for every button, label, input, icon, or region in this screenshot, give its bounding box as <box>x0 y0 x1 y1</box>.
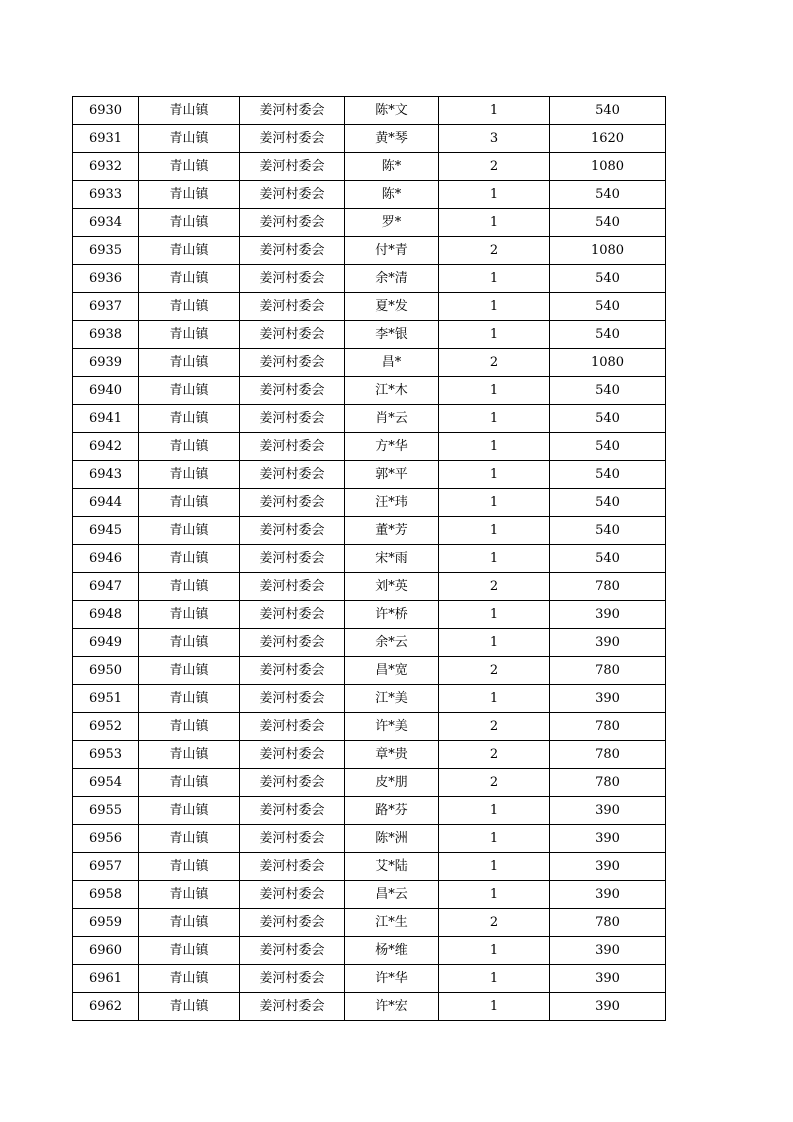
amount-cell: 390 <box>550 601 666 629</box>
town-cell: 青山镇 <box>139 825 240 853</box>
row-number-cell: 6945 <box>73 517 139 545</box>
name-cell: 许*美 <box>345 713 439 741</box>
count-cell: 1 <box>439 965 550 993</box>
town-cell: 青山镇 <box>139 965 240 993</box>
town-cell: 青山镇 <box>139 489 240 517</box>
amount-cell: 540 <box>550 321 666 349</box>
table-row <box>73 573 666 601</box>
amount-cell: 540 <box>550 433 666 461</box>
count-cell: 1 <box>439 993 550 1021</box>
name-cell: 陈* <box>345 181 439 209</box>
name-cell: 章*贵 <box>345 741 439 769</box>
name-cell: 方*华 <box>345 433 439 461</box>
village-committee-cell: 姜河村委会 <box>240 237 345 265</box>
town-cell: 青山镇 <box>139 657 240 685</box>
count-cell: 1 <box>439 181 550 209</box>
village-committee-cell: 姜河村委会 <box>240 741 345 769</box>
table-row <box>73 741 666 769</box>
village-committee-cell: 姜河村委会 <box>240 629 345 657</box>
count-cell: 1 <box>439 797 550 825</box>
table-row <box>73 601 666 629</box>
count-cell: 1 <box>439 321 550 349</box>
name-cell: 付*青 <box>345 237 439 265</box>
village-committee-cell: 姜河村委会 <box>240 685 345 713</box>
amount-cell: 780 <box>550 769 666 797</box>
row-number-cell: 6959 <box>73 909 139 937</box>
table-row <box>73 713 666 741</box>
row-number-cell: 6931 <box>73 125 139 153</box>
village-committee-cell: 姜河村委会 <box>240 153 345 181</box>
village-committee-cell: 姜河村委会 <box>240 321 345 349</box>
town-cell: 青山镇 <box>139 601 240 629</box>
name-cell: 李*银 <box>345 321 439 349</box>
name-cell: 许*宏 <box>345 993 439 1021</box>
amount-cell: 540 <box>550 517 666 545</box>
amount-cell: 780 <box>550 657 666 685</box>
row-number-cell: 6936 <box>73 265 139 293</box>
table-row <box>73 433 666 461</box>
town-cell: 青山镇 <box>139 993 240 1021</box>
row-number-cell: 6958 <box>73 881 139 909</box>
village-committee-cell: 姜河村委会 <box>240 853 345 881</box>
amount-cell: 1080 <box>550 349 666 377</box>
count-cell: 1 <box>439 545 550 573</box>
amount-cell: 390 <box>550 797 666 825</box>
town-cell: 青山镇 <box>139 685 240 713</box>
table-row <box>73 489 666 517</box>
town-cell: 青山镇 <box>139 741 240 769</box>
village-committee-cell: 姜河村委会 <box>240 937 345 965</box>
amount-cell: 540 <box>550 461 666 489</box>
amount-cell: 390 <box>550 881 666 909</box>
row-number-cell: 6932 <box>73 153 139 181</box>
table-row <box>73 937 666 965</box>
town-cell: 青山镇 <box>139 517 240 545</box>
count-cell: 1 <box>439 209 550 237</box>
name-cell: 余*清 <box>345 265 439 293</box>
amount-cell: 540 <box>550 265 666 293</box>
village-committee-cell: 姜河村委会 <box>240 769 345 797</box>
table-row <box>73 461 666 489</box>
amount-cell: 1080 <box>550 153 666 181</box>
row-number-cell: 6961 <box>73 965 139 993</box>
town-cell: 青山镇 <box>139 209 240 237</box>
name-cell: 江*生 <box>345 909 439 937</box>
town-cell: 青山镇 <box>139 265 240 293</box>
village-committee-cell: 姜河村委会 <box>240 965 345 993</box>
town-cell: 青山镇 <box>139 433 240 461</box>
amount-cell: 390 <box>550 825 666 853</box>
row-number-cell: 6948 <box>73 601 139 629</box>
town-cell: 青山镇 <box>139 377 240 405</box>
row-number-cell: 6957 <box>73 853 139 881</box>
row-number-cell: 6938 <box>73 321 139 349</box>
count-cell: 2 <box>439 573 550 601</box>
row-number-cell: 6940 <box>73 377 139 405</box>
town-cell: 青山镇 <box>139 405 240 433</box>
count-cell: 1 <box>439 881 550 909</box>
count-cell: 1 <box>439 629 550 657</box>
amount-cell: 540 <box>550 293 666 321</box>
town-cell: 青山镇 <box>139 321 240 349</box>
village-committee-cell: 姜河村委会 <box>240 909 345 937</box>
village-committee-cell: 姜河村委会 <box>240 461 345 489</box>
name-cell: 江*美 <box>345 685 439 713</box>
row-number-cell: 6955 <box>73 797 139 825</box>
count-cell: 2 <box>439 909 550 937</box>
row-number-cell: 6950 <box>73 657 139 685</box>
count-cell: 1 <box>439 461 550 489</box>
count-cell: 1 <box>439 517 550 545</box>
name-cell: 刘*英 <box>345 573 439 601</box>
name-cell: 皮*朋 <box>345 769 439 797</box>
row-number-cell: 6943 <box>73 461 139 489</box>
name-cell: 许*华 <box>345 965 439 993</box>
row-number-cell: 6953 <box>73 741 139 769</box>
count-cell: 1 <box>439 405 550 433</box>
count-cell: 2 <box>439 741 550 769</box>
town-cell: 青山镇 <box>139 293 240 321</box>
town-cell: 青山镇 <box>139 125 240 153</box>
village-committee-cell: 姜河村委会 <box>240 265 345 293</box>
name-cell: 董*芳 <box>345 517 439 545</box>
village-committee-cell: 姜河村委会 <box>240 517 345 545</box>
name-cell: 郭*平 <box>345 461 439 489</box>
table-row <box>73 657 666 685</box>
town-cell: 青山镇 <box>139 713 240 741</box>
count-cell: 1 <box>439 377 550 405</box>
town-cell: 青山镇 <box>139 237 240 265</box>
name-cell: 黄*琴 <box>345 125 439 153</box>
row-number-cell: 6954 <box>73 769 139 797</box>
village-committee-cell: 姜河村委会 <box>240 125 345 153</box>
town-cell: 青山镇 <box>139 937 240 965</box>
village-committee-cell: 姜河村委会 <box>240 545 345 573</box>
village-committee-cell: 姜河村委会 <box>240 993 345 1021</box>
village-committee-cell: 姜河村委会 <box>240 349 345 377</box>
count-cell: 2 <box>439 153 550 181</box>
name-cell: 宋*雨 <box>345 545 439 573</box>
count-cell: 1 <box>439 853 550 881</box>
table-row <box>73 909 666 937</box>
row-number-cell: 6960 <box>73 937 139 965</box>
count-cell: 2 <box>439 769 550 797</box>
town-cell: 青山镇 <box>139 461 240 489</box>
count-cell: 1 <box>439 265 550 293</box>
village-committee-cell: 姜河村委会 <box>240 489 345 517</box>
village-committee-cell: 姜河村委会 <box>240 657 345 685</box>
row-number-cell: 6944 <box>73 489 139 517</box>
count-cell: 1 <box>439 825 550 853</box>
amount-cell: 1620 <box>550 125 666 153</box>
row-number-cell: 6942 <box>73 433 139 461</box>
village-committee-cell: 姜河村委会 <box>240 377 345 405</box>
amount-cell: 1080 <box>550 237 666 265</box>
table-row <box>73 545 666 573</box>
name-cell: 汪*玮 <box>345 489 439 517</box>
name-cell: 夏*发 <box>345 293 439 321</box>
town-cell: 青山镇 <box>139 153 240 181</box>
amount-cell: 780 <box>550 909 666 937</box>
table-body <box>73 97 666 1021</box>
count-cell: 1 <box>439 97 550 125</box>
count-cell: 3 <box>439 125 550 153</box>
town-cell: 青山镇 <box>139 797 240 825</box>
village-committee-cell: 姜河村委会 <box>240 209 345 237</box>
town-cell: 青山镇 <box>139 881 240 909</box>
table-row <box>73 797 666 825</box>
table-row <box>73 377 666 405</box>
count-cell: 2 <box>439 713 550 741</box>
table-row <box>73 629 666 657</box>
table-row <box>73 265 666 293</box>
table-row <box>73 685 666 713</box>
row-number-cell: 6951 <box>73 685 139 713</box>
name-cell: 肖*云 <box>345 405 439 433</box>
town-cell: 青山镇 <box>139 573 240 601</box>
row-number-cell: 6935 <box>73 237 139 265</box>
village-committee-cell: 姜河村委会 <box>240 797 345 825</box>
name-cell: 艾*陆 <box>345 853 439 881</box>
town-cell: 青山镇 <box>139 181 240 209</box>
amount-cell: 540 <box>550 545 666 573</box>
amount-cell: 540 <box>550 405 666 433</box>
amount-cell: 780 <box>550 713 666 741</box>
amount-cell: 780 <box>550 741 666 769</box>
amount-cell: 540 <box>550 181 666 209</box>
village-committee-cell: 姜河村委会 <box>240 825 345 853</box>
row-number-cell: 6949 <box>73 629 139 657</box>
town-cell: 青山镇 <box>139 349 240 377</box>
village-committee-cell: 姜河村委会 <box>240 293 345 321</box>
village-committee-cell: 姜河村委会 <box>240 573 345 601</box>
village-committee-cell: 姜河村委会 <box>240 97 345 125</box>
name-cell: 江*木 <box>345 377 439 405</box>
table-row <box>73 405 666 433</box>
count-cell: 2 <box>439 349 550 377</box>
row-number-cell: 6952 <box>73 713 139 741</box>
count-cell: 1 <box>439 293 550 321</box>
name-cell: 陈*文 <box>345 97 439 125</box>
count-cell: 2 <box>439 237 550 265</box>
row-number-cell: 6956 <box>73 825 139 853</box>
table-row <box>73 853 666 881</box>
table-row <box>73 293 666 321</box>
name-cell: 罗* <box>345 209 439 237</box>
village-committee-cell: 姜河村委会 <box>240 181 345 209</box>
row-number-cell: 6939 <box>73 349 139 377</box>
table-row <box>73 153 666 181</box>
amount-cell: 540 <box>550 97 666 125</box>
amount-cell: 390 <box>550 965 666 993</box>
table-row <box>73 321 666 349</box>
amount-cell: 540 <box>550 377 666 405</box>
data-table <box>72 96 666 1021</box>
name-cell: 路*芬 <box>345 797 439 825</box>
amount-cell: 390 <box>550 937 666 965</box>
row-number-cell: 6934 <box>73 209 139 237</box>
table-row <box>73 825 666 853</box>
count-cell: 1 <box>439 601 550 629</box>
amount-cell: 390 <box>550 629 666 657</box>
table-row <box>73 209 666 237</box>
table-row <box>73 349 666 377</box>
amount-cell: 390 <box>550 685 666 713</box>
table-row <box>73 181 666 209</box>
village-committee-cell: 姜河村委会 <box>240 601 345 629</box>
count-cell: 1 <box>439 937 550 965</box>
town-cell: 青山镇 <box>139 853 240 881</box>
name-cell: 陈* <box>345 153 439 181</box>
count-cell: 1 <box>439 489 550 517</box>
amount-cell: 390 <box>550 853 666 881</box>
row-number-cell: 6962 <box>73 993 139 1021</box>
table-row <box>73 237 666 265</box>
town-cell: 青山镇 <box>139 545 240 573</box>
name-cell: 昌*宽 <box>345 657 439 685</box>
row-number-cell: 6933 <box>73 181 139 209</box>
table-row <box>73 881 666 909</box>
table-row <box>73 517 666 545</box>
name-cell: 余*云 <box>345 629 439 657</box>
count-cell: 1 <box>439 433 550 461</box>
town-cell: 青山镇 <box>139 629 240 657</box>
town-cell: 青山镇 <box>139 769 240 797</box>
table-row <box>73 965 666 993</box>
amount-cell: 780 <box>550 573 666 601</box>
amount-cell: 540 <box>550 209 666 237</box>
village-committee-cell: 姜河村委会 <box>240 433 345 461</box>
name-cell: 陈*洲 <box>345 825 439 853</box>
count-cell: 1 <box>439 685 550 713</box>
village-committee-cell: 姜河村委会 <box>240 713 345 741</box>
name-cell: 昌*云 <box>345 881 439 909</box>
count-cell: 2 <box>439 657 550 685</box>
name-cell: 许*桥 <box>345 601 439 629</box>
village-committee-cell: 姜河村委会 <box>240 881 345 909</box>
row-number-cell: 6941 <box>73 405 139 433</box>
row-number-cell: 6947 <box>73 573 139 601</box>
town-cell: 青山镇 <box>139 97 240 125</box>
amount-cell: 390 <box>550 993 666 1021</box>
row-number-cell: 6930 <box>73 97 139 125</box>
table-row <box>73 769 666 797</box>
table-row <box>73 97 666 125</box>
name-cell: 杨*维 <box>345 937 439 965</box>
village-committee-cell: 姜河村委会 <box>240 405 345 433</box>
town-cell: 青山镇 <box>139 909 240 937</box>
name-cell: 昌* <box>345 349 439 377</box>
row-number-cell: 6937 <box>73 293 139 321</box>
amount-cell: 540 <box>550 489 666 517</box>
table-row <box>73 125 666 153</box>
table-row <box>73 993 666 1021</box>
row-number-cell: 6946 <box>73 545 139 573</box>
